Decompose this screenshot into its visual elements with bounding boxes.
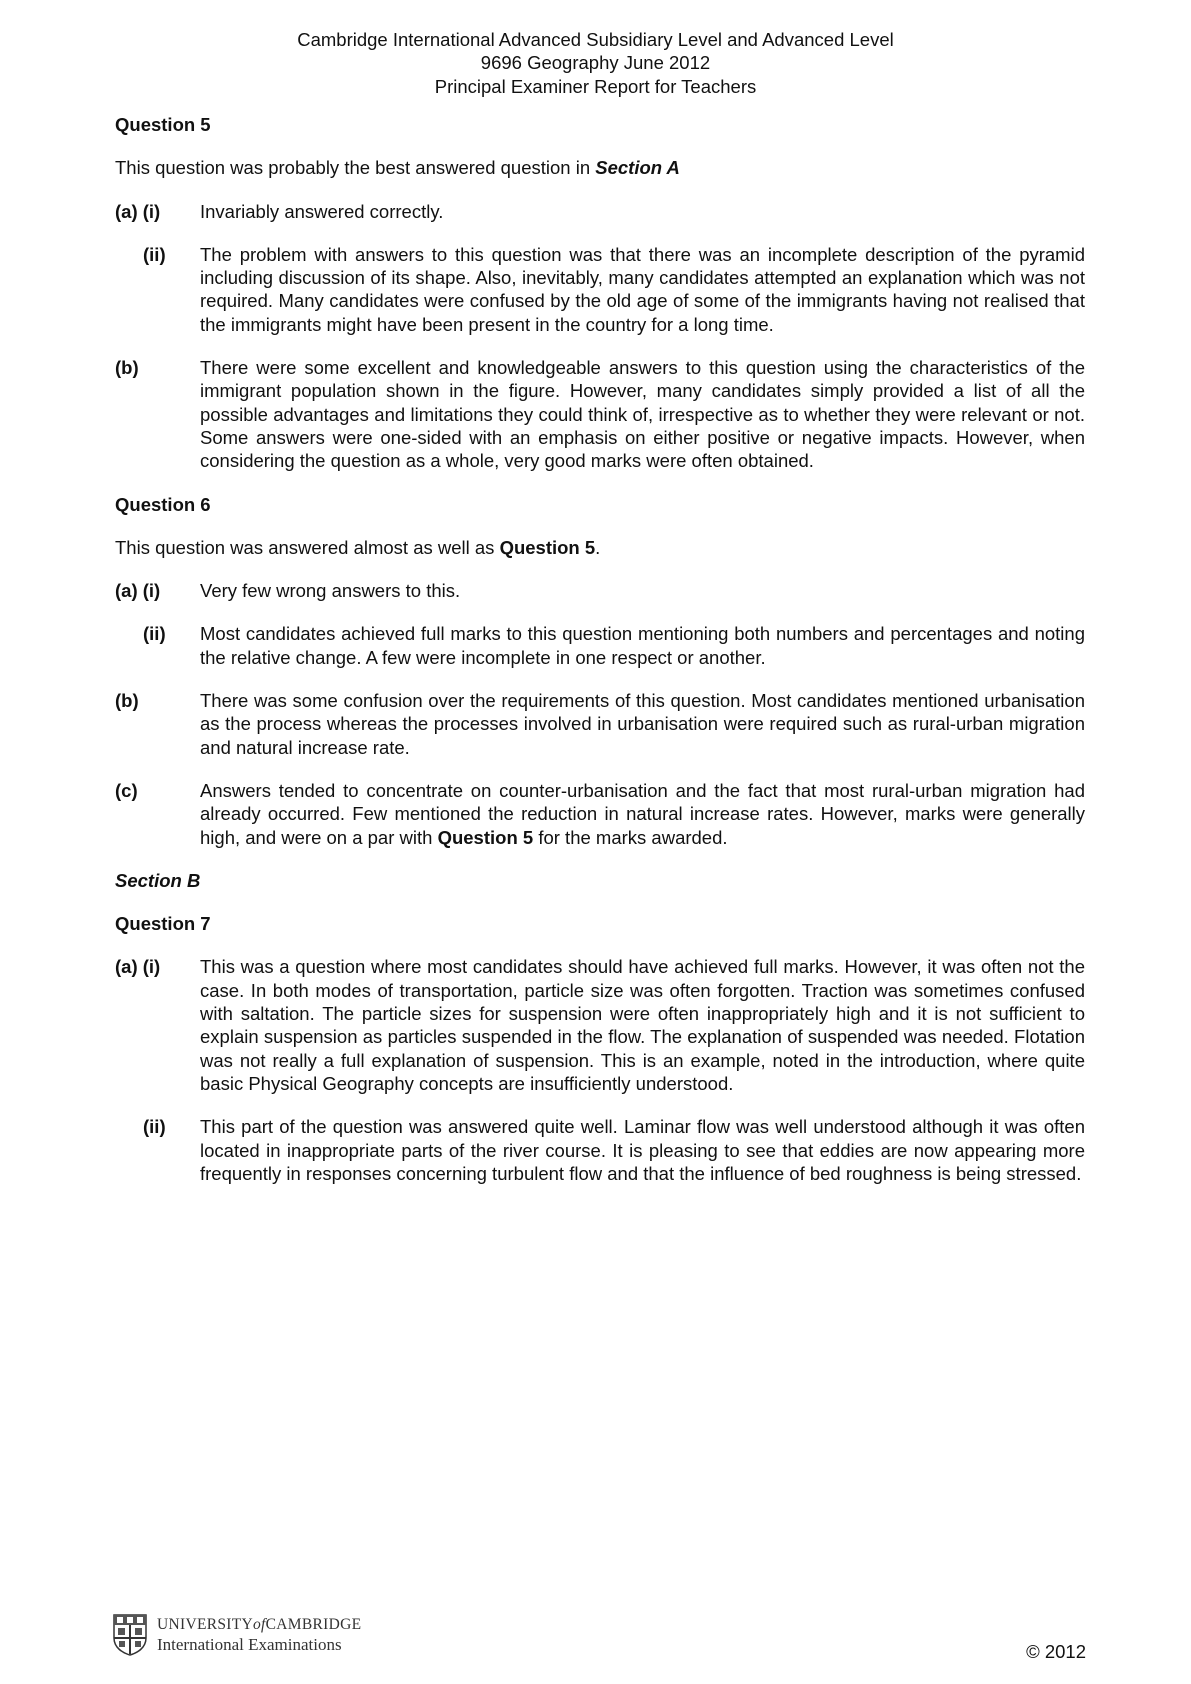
copyright-notice: © 2012 — [1026, 1641, 1086, 1662]
question-7-a-i — [115, 955, 1085, 1095]
logo-university: UNIVERSITY — [157, 1616, 253, 1633]
question-6-b-label: (b) — [115, 690, 139, 712]
question-5-a-ii — [115, 243, 1085, 336]
question-5-b-text: There were some excellent and knowledgeable answers to this question using the characteristics of the immigrant population shown in the figure. However, many candidates simply provided a list of all the possible advantages and limitations they could think of, irrespective as to whether they were relevant or not. Some answers were one-sided with an emphasis on either positive or negative impacts. However, when considering the question as a whole, very good marks were often obtained. — [200, 357, 1085, 472]
question-5-a-i-label: (a) (i) — [115, 200, 161, 222]
question-6-c-text-end: for the marks awarded. — [533, 826, 728, 848]
question-6-c-label: (c) — [115, 779, 138, 801]
question-7-a-ii-text: This part of the question was answered quite well. Laminar flow was well understood although it was often located in inappropriate parts of the river course. It is pleasing to see that eddies are now appearing more frequently in responses concerning turbulent flow and that the influence of bed roughness is being stressed. — [200, 1116, 1085, 1184]
question-6-b — [115, 689, 1085, 759]
question-5-heading: Question 5 — [115, 114, 211, 135]
question-6-b-text: There was some confusion over the requirements of this question. Most candidates mentioned urbanisation as the process whereas the processes involved in urbanisation were required such as rural-urban migration and natural increase rate. — [200, 690, 1085, 758]
question-6-heading: Question 6 — [115, 493, 211, 515]
question-6-intro — [115, 536, 1085, 559]
question-7-a-i-text: This was a question where most candidates should have achieved full marks. However, it was often not the case. In both modes of transportation, particle size was often forgotten. Traction was sometimes confused with saltation. The particle sizes for suspension were often inappropriately high and it is not sufficient to explain suspension as particles suspended in the flow. The explanation of suspended was needed. Flotation was not really a full explanation of suspension. This is an example, noted in the introduction, where quite basic Physical Geography concepts are insufficiently understood. — [200, 956, 1085, 1094]
question-6-c — [115, 779, 1085, 849]
question-6-intro-text: This question was answered almost as well as — [115, 536, 500, 558]
question-5-b-label: (b) — [115, 357, 139, 379]
header-line-3: Principal Examiner Report for Teachers — [434, 75, 757, 97]
question-5-intro-emphasis: Section A — [595, 157, 680, 179]
question-5-intro-text: This question was probably the best answered question in — [115, 157, 596, 179]
question-6-a-ii — [115, 622, 1085, 669]
question-7-heading: Question 7 — [115, 913, 211, 935]
question-5-a-ii-text: The problem with answers to this question was that there was an incomplete description of the pyramid including discussion of its shape. Also, inevitably, many candidates attempted an explanation which was not required. Many candidates were confused by the old age of some of the immigrants having not realised that the immigrants might have been present in the country for a long time. — [200, 243, 1085, 335]
question-6-c-emphasis: Question 5 — [437, 826, 534, 848]
question-6-a-i-text: Very few wrong answers to this. — [200, 580, 461, 602]
question-6-intro-end: . — [595, 536, 601, 558]
question-5-a-i — [115, 200, 1085, 223]
question-6-a-i — [115, 579, 1085, 602]
logo-cambridge: CAMBRIDGE — [265, 1616, 362, 1633]
question-6-c-text-main: Answers tended to concentrate on counter-urbanisation and the fact that most rural-urban migration had already occurred. Few mentioned the reduction in natural increase rates. However, marks were generally high, and were on a par with — [200, 779, 1085, 848]
question-7-a-i-label: (a) (i) — [115, 956, 161, 978]
report-content — [115, 113, 1085, 1185]
logo-text — [157, 1615, 361, 1655]
question-5-a-ii-label: (ii) — [143, 243, 166, 265]
logo-line-1 — [157, 1615, 361, 1635]
question-6-a-ii-text: Most candidates achieved full marks to this question mentioning both numbers and percentages and noting the relative change. A few were incomplete in one respect or another. — [200, 623, 1085, 668]
logo-line-2: International Examinations — [157, 1635, 342, 1654]
question-5-b — [115, 356, 1085, 472]
page-header — [0, 28, 1191, 98]
question-5-intro — [115, 156, 1085, 179]
header-line-2: 9696 Geography June 2012 — [480, 52, 711, 74]
question-6-a-i-label: (a) (i) — [115, 580, 161, 602]
question-5-a-i-text: Invariably answered correctly. — [200, 200, 444, 222]
question-7-a-ii-label: (ii) — [143, 1116, 166, 1138]
logo-of: of — [253, 1616, 266, 1633]
question-6-c-text — [200, 779, 1085, 849]
header-line-1: Cambridge International Advanced Subsidiary Level and Advanced Level — [297, 29, 894, 50]
cambridge-logo — [113, 1614, 361, 1656]
section-b-heading: Section B — [115, 869, 201, 891]
question-6-a-ii-label: (ii) — [143, 623, 166, 645]
question-6-intro-emphasis: Question 5 — [499, 536, 596, 558]
university-crest-icon — [113, 1614, 147, 1656]
question-7-a-ii — [115, 1115, 1085, 1185]
